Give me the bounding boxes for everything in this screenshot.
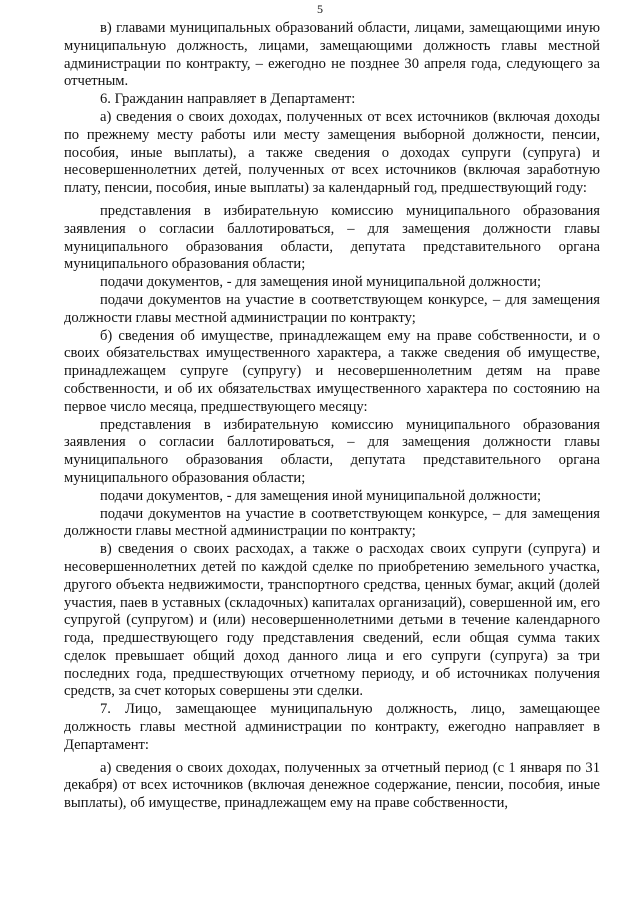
paragraph-6-heading: 6. Гражданин направляет в Департамент: — [100, 91, 356, 108]
paragraph-6a-case-2: подачи документов, - для замещения иной муниципальной должности; — [100, 274, 542, 291]
paragraph-6b-case-1: представления в избирательную комиссию муниципального образования заявления о согласии баллотироваться, – для замещения должности главы муниципального образования области, депутата представительного органа муниципального образования области; — [64, 416, 600, 486]
paragraph-6b: б) сведения об имуществе, принадлежащем ему на праве собственности, и о своих обязательствах имущественного характера, а также сведения об имуществе, принадлежащем супруге (супругу) и несовершеннолетним детям на праве собственности, и об их обязательствах имущественного характера по состоянию на первое число месяца, предшествующего месяцу: — [64, 327, 600, 415]
paragraph-7a: а) сведения о своих доходах, полученных за отчетный период (с 1 января по 31 декабря) от всех источников (включая денежное содержание, пенсии, пособия, иные выплаты), об имуществе, принадлежащем ему на праве собственности, — [64, 759, 600, 812]
paragraph-7-heading: 7. Лицо, замещающее муниципальную должность, лицо, замещающее должность главы местной администрации по контракту, ежегодно направляет в Департамент: — [64, 701, 600, 753]
page-number: 5 — [317, 2, 323, 16]
paragraph-6b-case-3: подачи документов на участие в соответствующем конкурсе, – для замещения должности главы местной администрации по контракту; — [64, 505, 600, 540]
paragraph-6a: а) сведения о своих доходах, полученных от всех источников (включая доходы по прежнему месту работы или месту замещения выборной должности, пенсии, пособия, иные выплаты), а также сведения о доходах супруги (супруга) и несовершеннолетних детей, полученных от всех источников (включая заработную плату, пенсии, пособия, иные выплаты) за календарный год, предшествующий году: — [64, 108, 600, 197]
paragraph-6a-case-3: подачи документов на участие в соответствующем конкурсе, – для замещения должности главы местной администрации по контракту; — [64, 291, 600, 326]
document-body — [64, 20, 600, 813]
paragraph-6b-case-2: подачи документов, - для замещения иной муниципальной должности; — [100, 487, 542, 504]
paragraph-6a-case-1: представления в избирательную комиссию муниципального образования заявления о согласии баллотироваться, – для замещения должности главы муниципального образования области, депутата представительного органа муниципального образования области; — [64, 202, 600, 273]
paragraph-6v: в) сведения о своих расходах, а также о расходах своих супруги (супруга) и несовершеннолетних детей по каждой сделке по приобретению земельного участка, другого объекта недвижимости, транспортного средства, ценных бумаг, акций (долей участия, паев в уставных (складочных) капиталах организаций), совершенной им, его супругой (супругом) и (или) несовершеннолетними детьми в течение календарного года, предшествующего году представления сведений, если общая сумма таких сделок превышает общий доход данного лица и его супруги (супруга) за три последних года, предшествующих отчетному периоду, и об источниках получения средств, за счет которых совершены эти сделки. — [64, 541, 600, 700]
paragraph-5v: в) главами муниципальных образований области, лицами, замещающими иную муниципальную должность, лицами, замещающими должность главы местной администрации по контракту, – ежегодно не позднее 30 апреля года, следующего за отчетным. — [64, 20, 600, 90]
